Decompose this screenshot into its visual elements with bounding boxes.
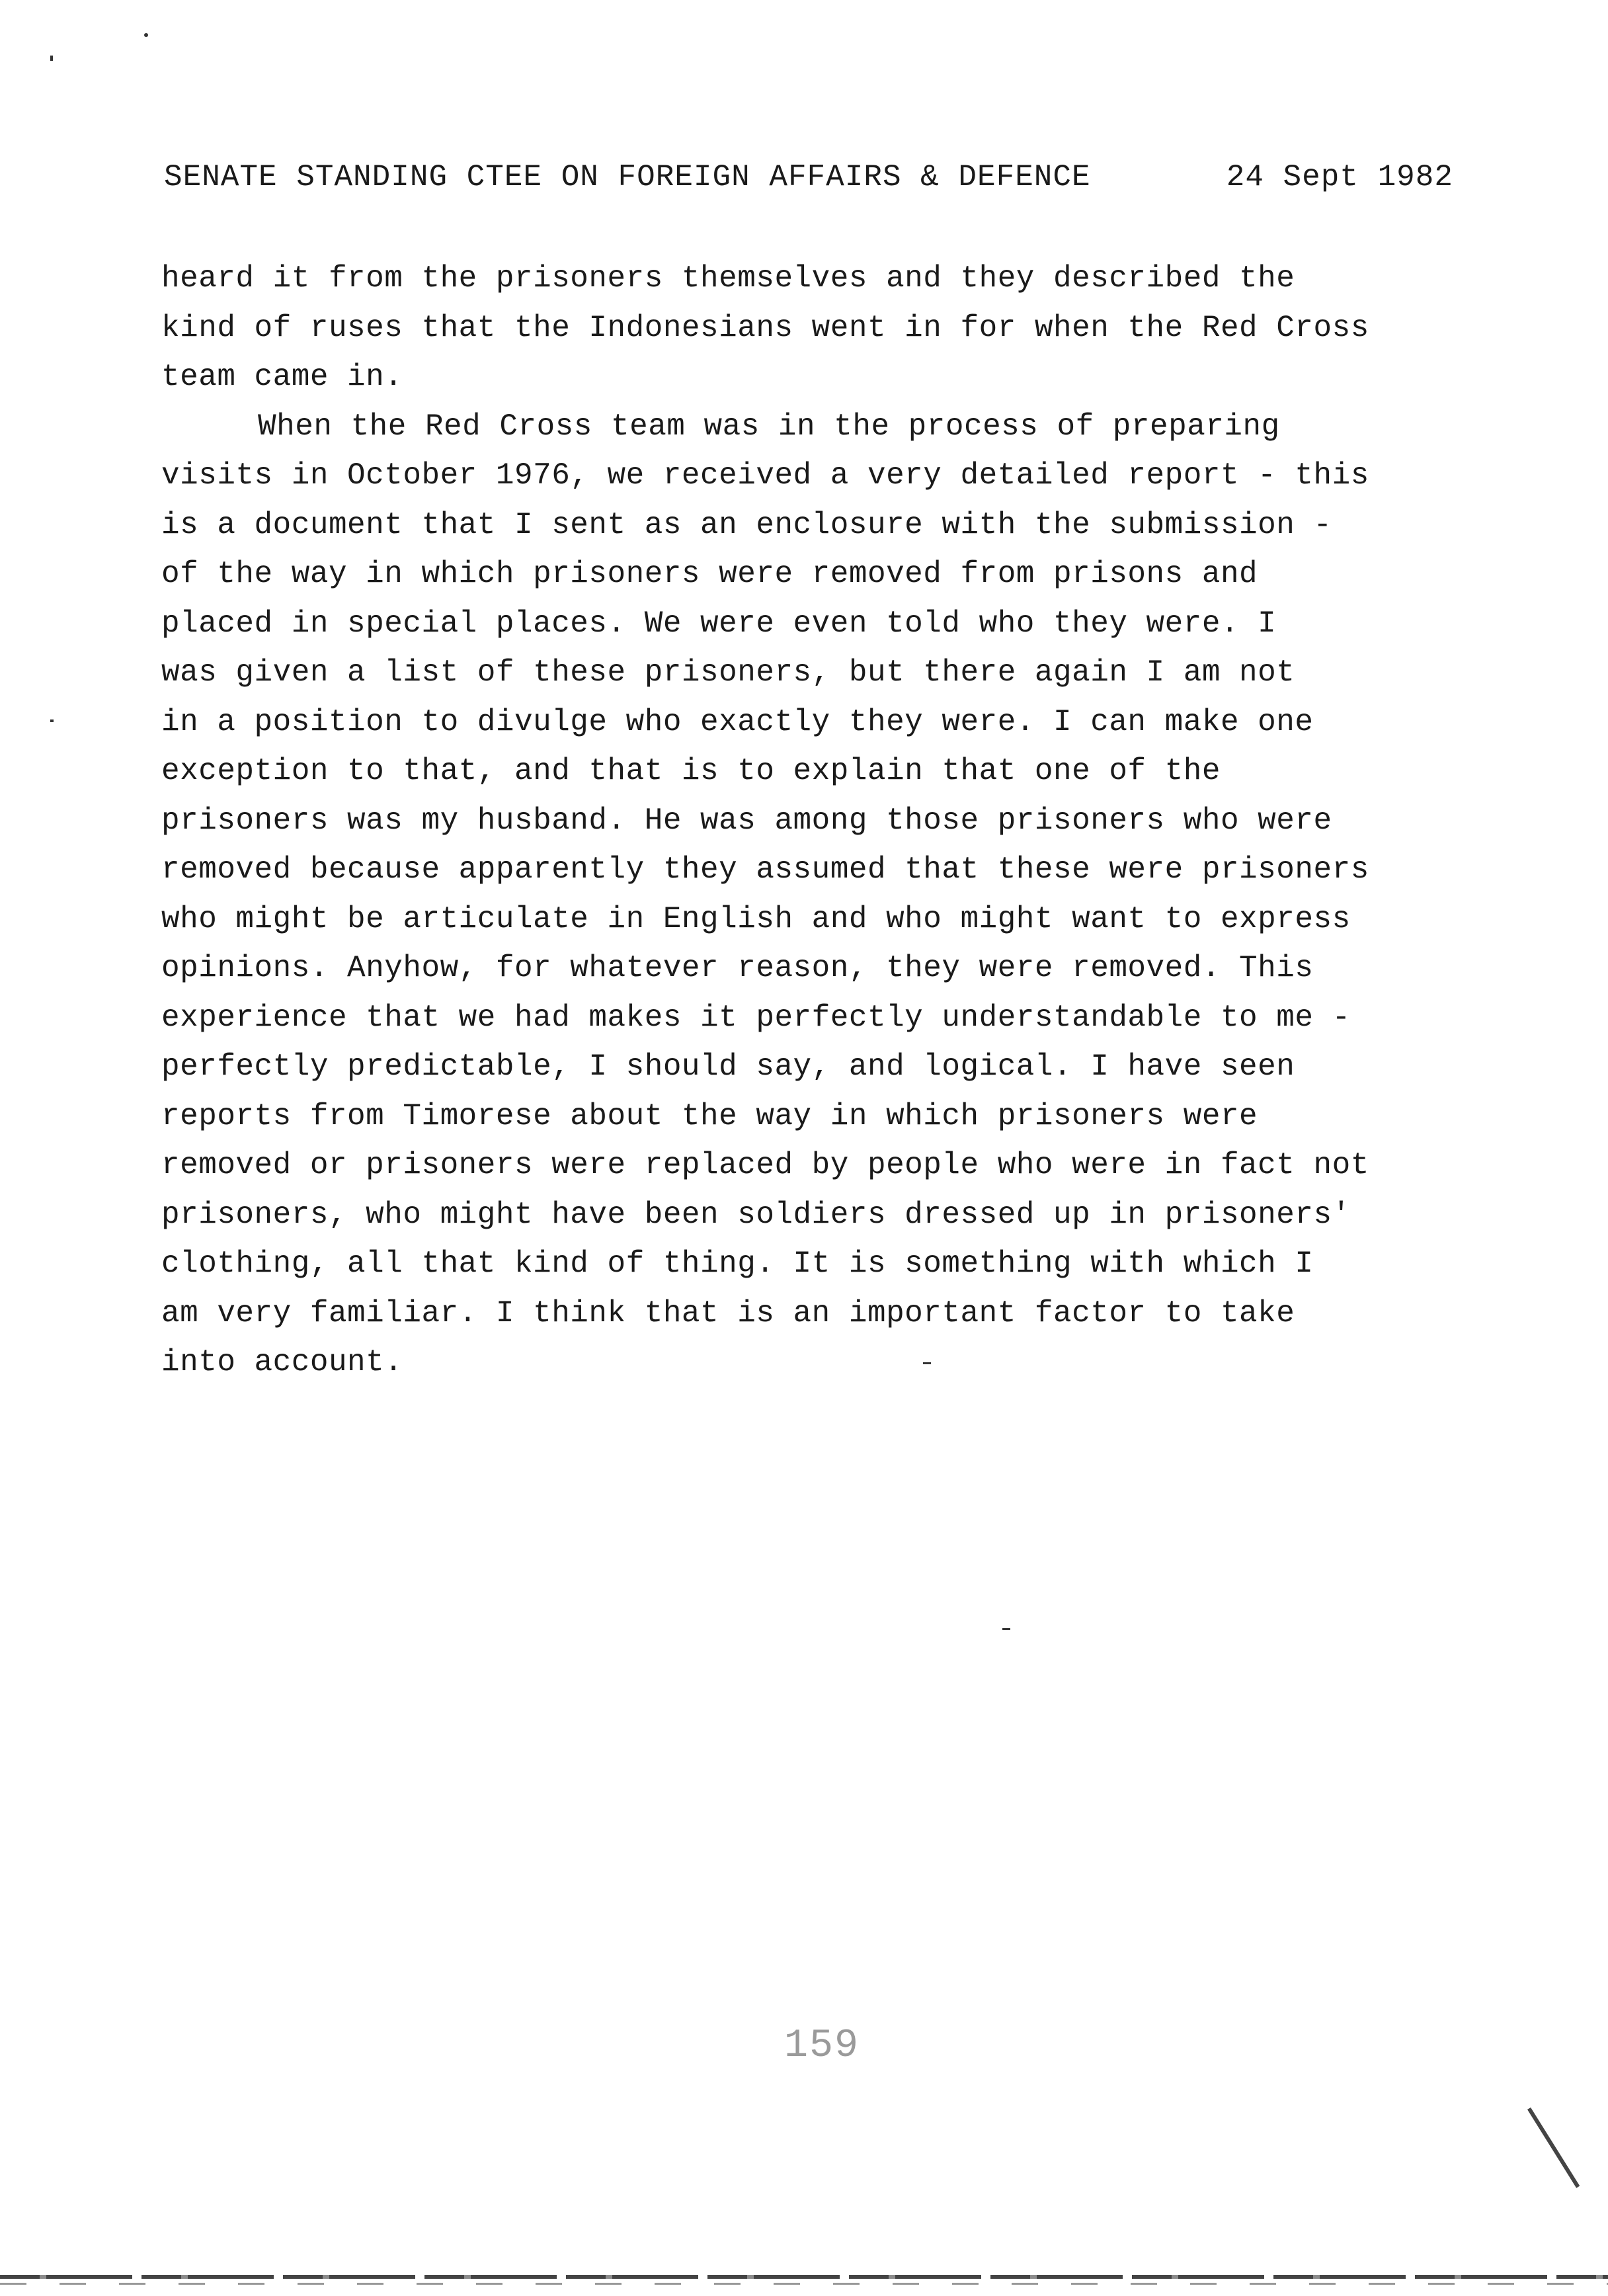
header-committee-title: SENATE STANDING CTEE ON FOREIGN AFFAIRS & DEFENCE bbox=[164, 160, 1091, 194]
text-line: prisoners was my husband. He was among those prisoners who were bbox=[161, 803, 1332, 838]
running-header bbox=[164, 160, 1453, 194]
text-line: heard it from the prisoners themselves and they described the bbox=[161, 261, 1295, 296]
scan-edge-rule bbox=[0, 2283, 1608, 2285]
scan-speck bbox=[923, 1362, 931, 1364]
scan-edge-rule bbox=[0, 2275, 1608, 2279]
text-line: removed or prisoners were replaced by people who were in fact not bbox=[161, 1148, 1369, 1182]
text-line: When the Red Cross team was in the process of preparing bbox=[258, 409, 1280, 444]
text-line: visits in October 1976, we received a very detailed report - this bbox=[161, 458, 1369, 493]
text-line: clothing, all that kind of thing. It is something with which I bbox=[161, 1247, 1314, 1281]
header-date: 24 Sept 1982 bbox=[1226, 160, 1453, 194]
text-line: reports from Timorese about the way in which prisoners were bbox=[161, 1098, 1258, 1133]
text-line: opinions. Anyhow, for whatever reason, they were removed. This bbox=[161, 951, 1314, 985]
text-line: prisoners, who might have been soldiers dressed up in prisoners' bbox=[161, 1197, 1351, 1232]
text-line: kind of ruses that the Indonesians went in for when the Red Cross bbox=[161, 310, 1369, 345]
text-line: in a position to divulge who exactly they were. I can make one bbox=[161, 704, 1314, 739]
paragraph-1 bbox=[161, 254, 1457, 402]
scan-speck bbox=[50, 56, 53, 61]
text-line: perfectly predictable, I should say, and logical. I have seen bbox=[161, 1049, 1295, 1084]
text-line: into account. bbox=[161, 1345, 403, 1379]
text-line: of the way in which prisoners were removed from prisons and bbox=[161, 557, 1258, 591]
paragraph-2 bbox=[161, 402, 1457, 1387]
text-line: exception to that, and that is to explain that one of the bbox=[161, 754, 1221, 788]
scan-speck bbox=[144, 33, 148, 37]
text-line: am very familiar. I think that is an important factor to take bbox=[161, 1295, 1295, 1331]
text-line: removed because apparently they assumed that these were prisoners bbox=[161, 852, 1369, 887]
scan-speck bbox=[1002, 1628, 1010, 1630]
text-line: is a document that I sent as an enclosure with the submission - bbox=[161, 507, 1332, 542]
scan-stroke bbox=[1527, 2108, 1580, 2188]
text-line: placed in special places. We were even told who they were. I bbox=[161, 606, 1277, 641]
scan-speck bbox=[50, 719, 54, 722]
text-line: was given a list of these prisoners, but there again I am not bbox=[161, 655, 1295, 690]
text-line: experience that we had makes it perfectly understandable to me - bbox=[161, 1000, 1351, 1035]
page-number: 159 bbox=[784, 2024, 860, 2069]
text-line: who might be articulate in English and who might want to express bbox=[161, 901, 1351, 936]
text-line: team came in. bbox=[161, 360, 403, 394]
transcript-body bbox=[161, 254, 1457, 1387]
